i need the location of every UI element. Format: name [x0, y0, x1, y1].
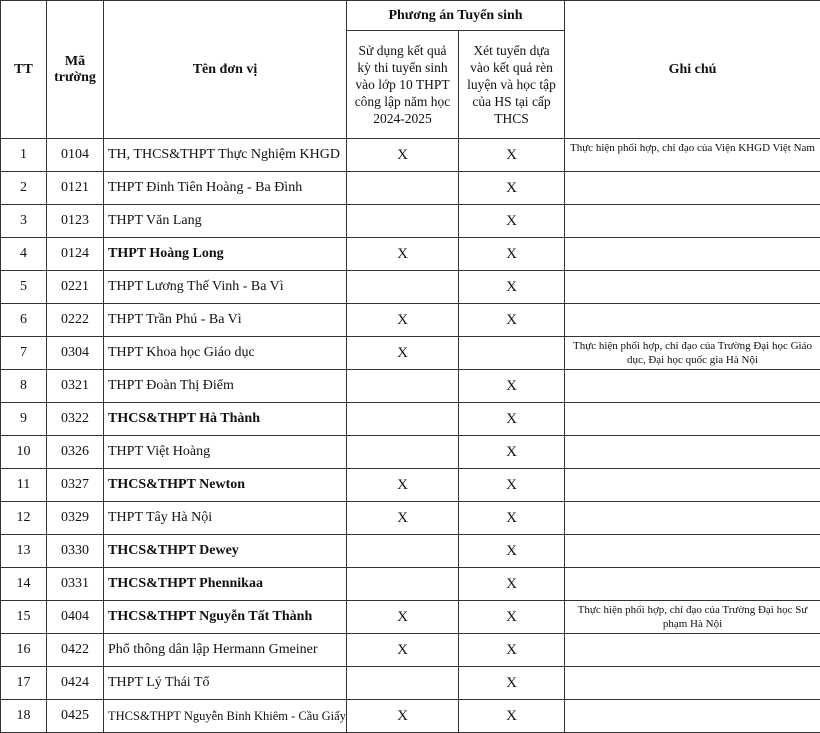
school-name: THCS&THPT Dewey: [104, 535, 347, 568]
row-number: 4: [1, 238, 47, 271]
option-exam-mark: X: [347, 238, 459, 271]
option-record-mark: X: [459, 700, 565, 733]
note-cell: Thực hiện phối hợp, chỉ đạo của Trường Đại học Sư phạm Hà Nội: [565, 601, 820, 634]
table-row: [1, 436, 820, 469]
school-name: THCS&THPT Newton: [104, 469, 347, 502]
note-cell: [565, 172, 820, 205]
school-name: THPT Đoàn Thị Điểm: [104, 370, 347, 403]
note-cell: Thực hiện phối hợp, chỉ đạo của Viện KHGD Việt Nam: [565, 139, 820, 172]
school-code: 0422: [47, 634, 104, 667]
option-exam-mark: X: [347, 469, 459, 502]
header-tt: TT: [1, 1, 47, 139]
school-name: THPT Lý Thái Tổ: [104, 667, 347, 700]
table-row: [1, 238, 820, 271]
note-cell: [565, 469, 820, 502]
note-cell: [565, 238, 820, 271]
header-ten-don-vi: Tên đơn vị: [104, 1, 347, 139]
option-exam-mark: X: [347, 139, 459, 172]
option-record-mark: X: [459, 634, 565, 667]
option-exam-mark: X: [347, 700, 459, 733]
note-cell: [565, 205, 820, 238]
table-row: [1, 502, 820, 535]
option-exam-mark: X: [347, 337, 459, 370]
school-code: 0322: [47, 403, 104, 436]
row-number: 10: [1, 436, 47, 469]
option-record-mark: X: [459, 238, 565, 271]
table-row: [1, 469, 820, 502]
note-cell: [565, 535, 820, 568]
table-row: [1, 667, 820, 700]
option-exam-mark: [347, 568, 459, 601]
row-number: 5: [1, 271, 47, 304]
note-cell: [565, 667, 820, 700]
school-code: 0327: [47, 469, 104, 502]
row-number: 1: [1, 139, 47, 172]
option-record-mark: X: [459, 304, 565, 337]
note-cell: [565, 271, 820, 304]
option-record-mark: X: [459, 205, 565, 238]
option-exam-mark: X: [347, 634, 459, 667]
option-record-mark: X: [459, 502, 565, 535]
table-body: [1, 139, 820, 733]
option-record-mark: X: [459, 436, 565, 469]
option-record-mark: X: [459, 568, 565, 601]
option-record-mark: X: [459, 469, 565, 502]
table-row: [1, 634, 820, 667]
option-exam-mark: [347, 271, 459, 304]
option-record-mark: X: [459, 403, 565, 436]
table-row: [1, 271, 820, 304]
school-name: Phổ thông dân lập Hermann Gmeiner: [104, 634, 347, 667]
table-row: [1, 205, 820, 238]
option-record-mark: [459, 337, 565, 370]
school-name: THPT Đinh Tiên Hoàng - Ba Đình: [104, 172, 347, 205]
table-row: [1, 601, 820, 634]
school-name: THPT Hoàng Long: [104, 238, 347, 271]
row-number: 2: [1, 172, 47, 205]
school-code: 0222: [47, 304, 104, 337]
school-name: THPT Tây Hà Nội: [104, 502, 347, 535]
note-cell: [565, 403, 820, 436]
option-exam-mark: [347, 172, 459, 205]
school-code: 0304: [47, 337, 104, 370]
option-exam-mark: [347, 535, 459, 568]
option-exam-mark: X: [347, 304, 459, 337]
row-number: 13: [1, 535, 47, 568]
option-record-mark: X: [459, 139, 565, 172]
option-record-mark: X: [459, 271, 565, 304]
school-code: 0124: [47, 238, 104, 271]
row-number: 15: [1, 601, 47, 634]
header-ma-truong: Mã trường: [47, 1, 104, 139]
table-row: [1, 139, 820, 172]
school-name: THPT Văn Lang: [104, 205, 347, 238]
note-cell: [565, 634, 820, 667]
note-cell: [565, 304, 820, 337]
note-cell: [565, 568, 820, 601]
row-number: 11: [1, 469, 47, 502]
note-cell: [565, 502, 820, 535]
school-code: 0121: [47, 172, 104, 205]
school-name: THPT Khoa học Giáo dục: [104, 337, 347, 370]
note-cell: [565, 700, 820, 733]
row-number: 14: [1, 568, 47, 601]
school-code: 0123: [47, 205, 104, 238]
header-option-exam: Sử dụng kết quả kỳ thi tuyển sinh vào lớp 10 THPT công lập năm học 2024-2025: [347, 31, 459, 139]
school-name: THCS&THPT Phennikaa: [104, 568, 347, 601]
school-name: THPT Việt Hoàng: [104, 436, 347, 469]
row-number: 12: [1, 502, 47, 535]
table-row: [1, 370, 820, 403]
school-name: THPT Trần Phú - Ba Vì: [104, 304, 347, 337]
school-code: 0326: [47, 436, 104, 469]
row-number: 17: [1, 667, 47, 700]
school-name: THCS&THPT Nguyễn Bỉnh Khiêm - Cầu Giấy: [104, 700, 347, 733]
note-cell: [565, 436, 820, 469]
school-code: 0221: [47, 271, 104, 304]
note-cell: [565, 370, 820, 403]
row-number: 16: [1, 634, 47, 667]
option-exam-mark: [347, 436, 459, 469]
option-record-mark: X: [459, 370, 565, 403]
school-name: TH, THCS&THPT Thực Nghiệm KHGD: [104, 139, 347, 172]
option-exam-mark: [347, 667, 459, 700]
table-row: [1, 568, 820, 601]
school-code: 0331: [47, 568, 104, 601]
school-code: 0424: [47, 667, 104, 700]
school-name: THCS&THPT Hà Thành: [104, 403, 347, 436]
table-row: [1, 337, 820, 370]
row-number: 8: [1, 370, 47, 403]
header-option-record: Xét tuyển dựa vào kết quả rèn luyện và học tập của HS tại cấp THCS: [459, 31, 565, 139]
school-code: 0330: [47, 535, 104, 568]
option-record-mark: X: [459, 601, 565, 634]
table-row: [1, 304, 820, 337]
school-code: 0404: [47, 601, 104, 634]
row-number: 3: [1, 205, 47, 238]
row-number: 7: [1, 337, 47, 370]
school-code: 0329: [47, 502, 104, 535]
note-cell: Thực hiện phối hợp, chỉ đạo của Trường Đại học Giáo dục, Đại học quốc gia Hà Nội: [565, 337, 820, 370]
row-number: 6: [1, 304, 47, 337]
row-number: 18: [1, 700, 47, 733]
table-row: [1, 700, 820, 733]
header-ghi-chu: Ghi chú: [565, 1, 820, 139]
school-code: 0425: [47, 700, 104, 733]
option-record-mark: X: [459, 535, 565, 568]
school-code: 0104: [47, 139, 104, 172]
option-exam-mark: [347, 205, 459, 238]
school-name: THCS&THPT Nguyễn Tất Thành: [104, 601, 347, 634]
table-row: [1, 172, 820, 205]
option-exam-mark: [347, 403, 459, 436]
school-name: THPT Lương Thế Vinh - Ba Vì: [104, 271, 347, 304]
table-row: [1, 403, 820, 436]
table-row: [1, 535, 820, 568]
option-record-mark: X: [459, 172, 565, 205]
option-exam-mark: X: [347, 601, 459, 634]
school-code: 0321: [47, 370, 104, 403]
option-record-mark: X: [459, 667, 565, 700]
header-phuong-an: Phương án Tuyển sinh: [347, 1, 565, 31]
row-number: 9: [1, 403, 47, 436]
option-exam-mark: [347, 370, 459, 403]
option-exam-mark: X: [347, 502, 459, 535]
